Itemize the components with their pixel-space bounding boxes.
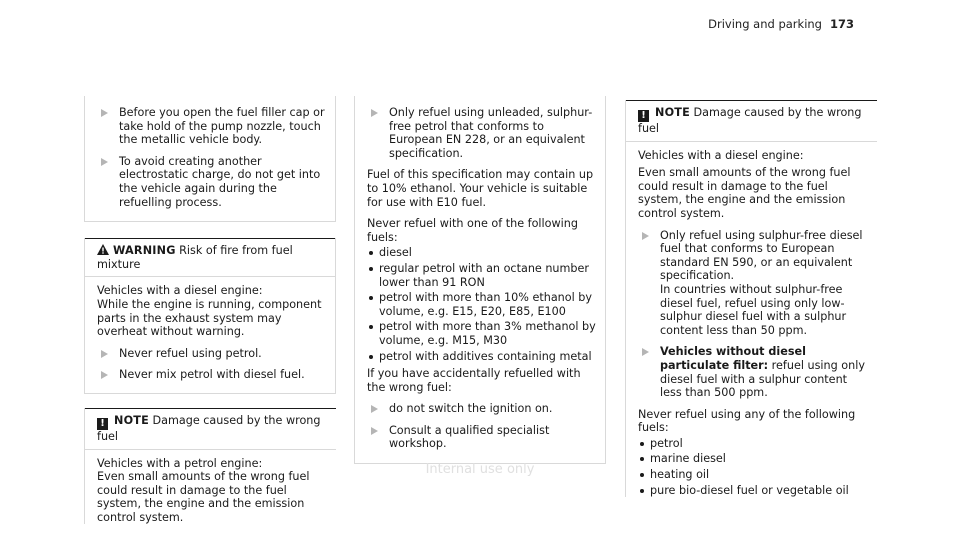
step-arrow-icon	[101, 371, 108, 379]
step-arrow-icon	[371, 109, 378, 117]
list-item: petrol with additives containing metal	[367, 350, 597, 364]
watermark: Internal use only	[425, 462, 535, 477]
warning-label: WARNING	[113, 244, 176, 258]
step-arrow-icon	[642, 232, 649, 240]
paragraph: Vehicles with a diesel engine:	[638, 148, 804, 162]
paragraph: If you have accidentally refuelled with the wrong fuel:	[367, 367, 581, 394]
bullet-icon	[369, 355, 373, 359]
bullet-icon	[369, 267, 373, 271]
instruction-step: Consult a qualified specialist workshop.	[367, 424, 597, 451]
instruction-step: Only refuel using unleaded, sulphur-free petrol that conforms to European EN 228, or an equivalent specification.	[367, 106, 597, 160]
section-title: Driving and parking	[708, 17, 822, 31]
note-title: Damage caused by the wrong fuel	[638, 106, 862, 135]
list-item: heating oil	[638, 468, 869, 482]
instruction-step: To avoid creating another electrostatic charge, do not get into the vehicle again during the refuelling process.	[97, 155, 327, 209]
bullet-icon	[640, 457, 644, 461]
note-header	[85, 408, 336, 450]
paragraph: Vehicles with a petrol engine:	[97, 456, 263, 470]
list-item: petrol with more than 10% ethanol by volume, e.g. E15, E20, E85, E100	[367, 291, 597, 318]
instruction-step: do not switch the ignition on.	[367, 402, 597, 416]
paragraph: Fuel of this specification may contain up to 10% ethanol. Your vehicle is suitable for use with E10 fuel.	[367, 168, 594, 209]
bullet-icon	[369, 325, 373, 329]
list-item: marine diesel	[638, 452, 869, 466]
instruction-step: Never mix petrol with diesel fuel.	[97, 368, 327, 382]
list-item: petrol with more than 3% methanol by volume, e.g. M15, M30	[367, 320, 597, 347]
bullet-icon	[640, 442, 644, 446]
fuel-box	[354, 96, 606, 464]
instruction-box	[84, 96, 336, 222]
step-arrow-icon	[371, 405, 378, 413]
paragraph: Even small amounts of the wrong fuel could result in damage to the fuel system, the engine and the emission control system.	[97, 470, 310, 524]
note-box	[625, 100, 877, 497]
exclamation-icon: !	[97, 418, 108, 430]
instruction-step: Before you open the fuel filler cap or take hold of the pump nozzle, touch the metallic vehicle body.	[97, 106, 327, 147]
bullet-icon	[369, 296, 373, 300]
warning-box	[84, 238, 336, 394]
paragraph: Never refuel using any of the following fuels:	[638, 407, 856, 435]
step-arrow-icon	[101, 158, 108, 166]
page-header	[708, 18, 854, 32]
step-arrow-icon	[101, 109, 108, 117]
note-label: NOTE	[114, 413, 149, 427]
paragraph: While the engine is running, component parts in the exhaust system may overheat without warning.	[97, 297, 322, 339]
step-arrow-icon	[101, 350, 108, 358]
list-item: regular petrol with an octane number lower than 91 RON	[367, 262, 597, 289]
note-title: Damage caused by the wrong fuel	[97, 413, 321, 443]
list-item: pure bio-diesel fuel or vegetable oil	[638, 484, 869, 498]
paragraph: Never refuel with one of the following fuels:	[367, 217, 578, 244]
instruction-step: Vehicles without diesel particulate filter: refuel using only diesel fuel with a sulphur content less than 500 ppm.	[638, 345, 869, 399]
paragraph: Vehicles with a diesel engine:	[97, 284, 263, 298]
note-label: NOTE	[655, 106, 690, 119]
bullet-icon	[640, 489, 644, 493]
paragraph: Even small amounts of the wrong fuel could result in damage to the fuel system, the engine and the emission control system.	[638, 166, 851, 220]
warning-title: Risk of fire from fuel mixture	[97, 244, 293, 271]
note-header	[626, 100, 877, 142]
bullet-icon	[369, 251, 373, 255]
step-arrow-icon	[642, 348, 649, 356]
column-1	[84, 96, 336, 524]
list-item: petrol	[638, 437, 869, 451]
page-number: 173	[829, 17, 854, 31]
warning-triangle-icon	[97, 244, 109, 255]
column-3	[625, 100, 877, 499]
exclamation-icon: !	[638, 110, 649, 122]
list-item: diesel	[367, 246, 597, 260]
instruction-step: Only refuel using sulphur-free diesel fuel that conforms to European standard EN 590, or an equivalent specification. In countries without sulphur-free diesel fuel, refuel using only low-sulphur diesel fuel with a sulphur content less than 50 ppm.	[638, 229, 869, 338]
column-2	[354, 96, 606, 464]
step-arrow-icon	[371, 427, 378, 435]
instruction-step: Never refuel using petrol.	[97, 347, 327, 361]
warning-header	[85, 238, 335, 277]
